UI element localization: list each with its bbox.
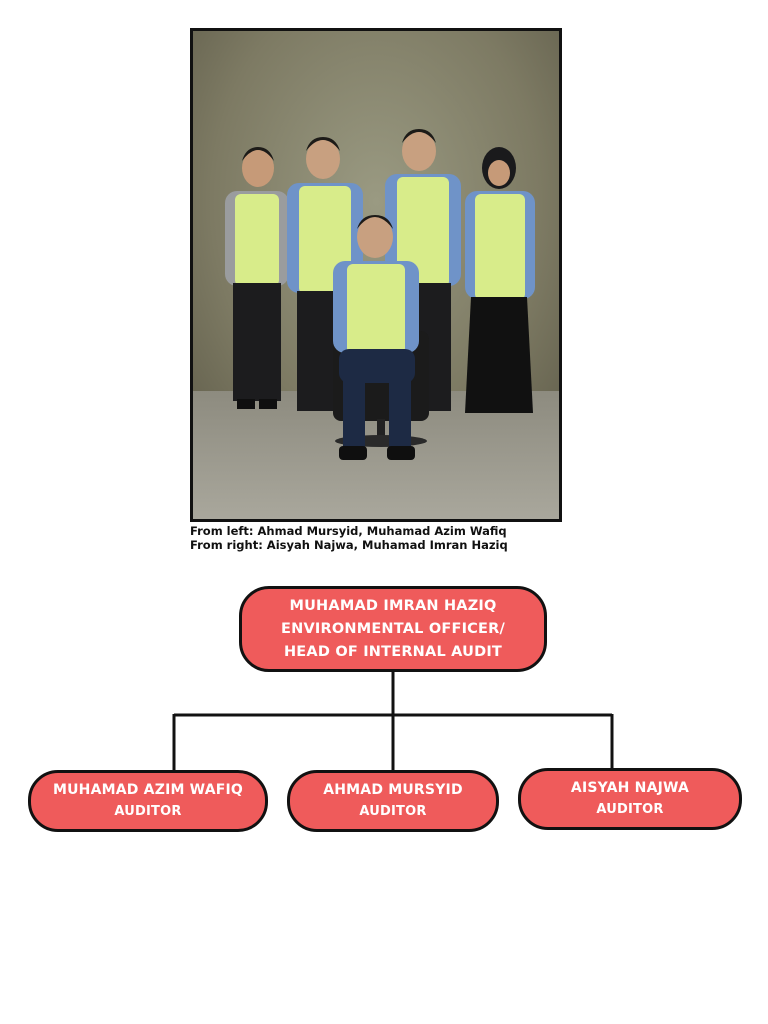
- member-name: AHMAD MURSYID: [323, 782, 463, 798]
- head-title-line1: ENVIRONMENTAL OFFICER/: [281, 620, 505, 637]
- member-role: AUDITOR: [114, 804, 182, 819]
- head-title-line2: HEAD OF INTERNAL AUDIT: [283, 643, 503, 660]
- member-name: MUHAMAD AZIM WAFIQ: [52, 782, 244, 798]
- org-node-head: [239, 586, 547, 672]
- photo-caption-left: From left: Ahmad Mursyid, Muhamad Azim Wafiq: [190, 524, 507, 538]
- org-node-member: [28, 770, 268, 832]
- member-name: AISYAH NAJWA: [570, 780, 690, 796]
- member-role: AUDITOR: [359, 804, 427, 819]
- team-photo-illustration: [193, 31, 559, 519]
- head-name: MUHAMAD IMRAN HAZIQ: [289, 597, 497, 614]
- org-node-member: [518, 768, 742, 830]
- org-node-member: [287, 770, 499, 832]
- team-photo: [190, 28, 562, 522]
- member-role: AUDITOR: [596, 802, 664, 817]
- photo-caption-right: From right: Aisyah Najwa, Muhamad Imran Haziq: [190, 538, 508, 552]
